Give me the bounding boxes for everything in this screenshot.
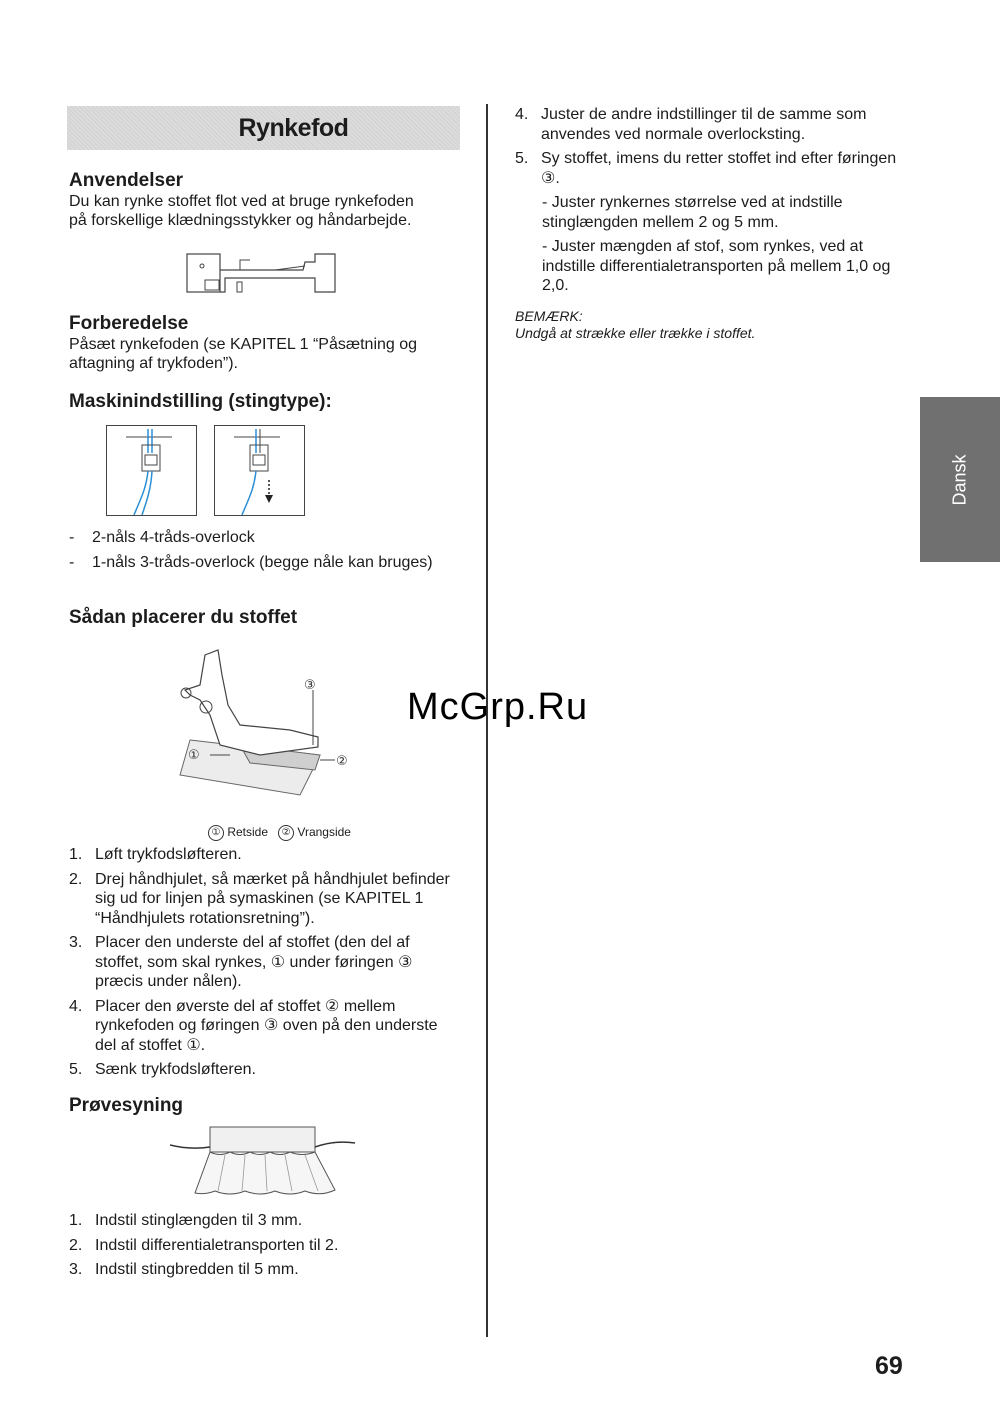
heading-placering: Sådan placerer du stoffet [69,607,298,628]
page-number: 69 [875,1352,903,1380]
section-anvendelser [69,170,469,230]
sewing-steps [515,105,910,193]
section-maskinindstilling [69,391,332,413]
sub-items [542,193,912,296]
note [515,308,895,342]
page-title: Rynkefod [238,113,349,142]
caption-retside: Retside [227,825,269,839]
heading-forberedelse: Forberedelse [69,313,189,334]
title-bar [67,106,460,150]
list-item: 2. Indstil differentialetransporten til 2. [69,1236,339,1254]
stitch-type-list [69,528,469,577]
marker-3: ③ [304,678,316,693]
heading-provesyning: Prøvesyning [69,1095,184,1116]
list-item: - 1-nåls 3-tråds-overlock (begge nåle kan bruges) [69,553,433,571]
list-item: 3. Indstil stingbredden til 5 mm. [69,1261,299,1278]
section-forberedelse [69,313,469,373]
watermark: McGrp.Ru [407,686,589,728]
caption-marker-2: ② [278,825,294,841]
marker-2: ② [336,754,348,769]
note-text: Undgå at strække eller trække i stoffet. [515,325,756,341]
test-sewing-steps [69,1211,454,1285]
presser-foot-illustration [185,250,345,296]
list-item: 1. Løft trykfodsløfteren. [69,846,242,863]
stitch-diagram-4-thread [106,425,198,517]
list-item: 5. Sy stoffet, imens du retter stoffet ind efter føringen ③. [515,150,897,187]
note-heading: BEMÆRK: [515,308,583,324]
forberedelse-line-1: Påsæt rynkefoden (se KAPITEL 1 “Påsætning og [69,336,418,353]
forberedelse-line-2: aftagning af trykfoden”). [69,355,238,372]
fabric-placement-illustration [170,645,370,805]
illustration-caption [208,825,351,841]
gathered-fabric-illustration [170,1125,360,1200]
list-item: 1. Indstil stinglængden til 3 mm. [69,1212,303,1229]
list-item: 2. Drej håndhjulet, så mærket på håndhjulet befinder sig ud for linjen på symaskinen (se KAPITEL 1 “Håndhjulets rotationsretning”). [69,870,450,927]
caption-vrangside: Vrangside [297,825,351,839]
list-item: 4. Juster de andre indstillinger til de samme som anvendes ved normale overlocksting. [515,106,867,143]
anvendelser-line-2: på forskellige klædningsstykker og håndarbejde. [69,212,412,229]
heading-maskinindstilling: Maskinindstilling (stingtype): [69,391,332,412]
caption-marker-1: ① [208,825,224,841]
placement-steps [69,845,454,1085]
list-item: 3. Placer den underste del af stoffet (den del af stoffet, som skal rynkes, ① under føringen ③ præcis under nålen). [69,934,413,990]
language-tab [920,397,1000,562]
section-placering [69,607,297,629]
list-item: 4. Placer den øverste del af stoffet ② mellem rynkefoden og føringen ③ oven på den underste del af stoffet ①. [69,997,438,1054]
heading-anvendelser: Anvendelser [69,170,184,191]
language-tab-label: Dansk [949,453,970,506]
list-item: 5. Sænk trykfodsløfteren. [69,1061,256,1078]
sub-item-stitch-length: - Juster rynkernes størrelse ved at indstille stinglængden mellem 2 og 5 mm. [542,194,843,231]
marker-1: ① [188,748,200,763]
sub-item-differential: - Juster mængden af stof, som rynkes, ved at indstille differentialetransporten på mellem 1,0 og 2,0. [542,238,891,294]
list-item: - 2-nåls 4-tråds-overlock [69,529,255,546]
section-provesyning [69,1095,183,1117]
stitch-diagram-3-thread [214,425,306,517]
anvendelser-line-1: Du kan rynke stoffet flot ved at bruge rynkefoden [69,193,414,210]
